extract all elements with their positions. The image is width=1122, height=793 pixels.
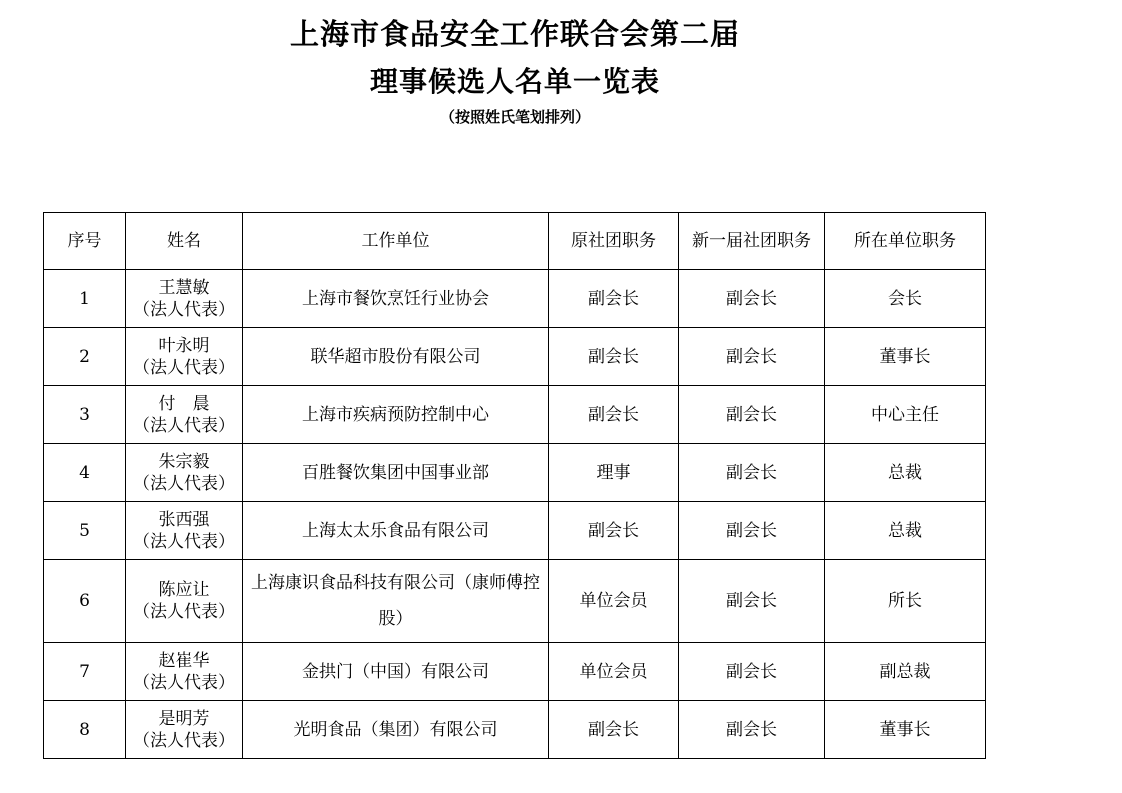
cell-no: 2 (44, 328, 126, 386)
cell-name (126, 270, 243, 328)
cell-no: 6 (44, 560, 126, 643)
person-name: 陈应让 (158, 580, 210, 600)
cell-unit: 金拱门（中国）有限公司 (243, 643, 549, 701)
cell-old-post: 副会长 (549, 270, 679, 328)
person-name: 赵崔华 (158, 650, 210, 671)
cell-new-post: 副会长 (679, 701, 825, 759)
cell-new-post: 副会长 (679, 386, 825, 444)
column-header-old-post: 原社团职务 (549, 213, 679, 270)
cell-old-post: 副会长 (549, 328, 679, 386)
document-subtitle-title: 理事候选人名单一览表 (369, 65, 660, 98)
cell-unit: 上海市餐饮烹饪行业协会 (243, 270, 549, 328)
role-note: （法人代表） (133, 602, 235, 622)
cell-new-post: 副会长 (679, 502, 825, 560)
cell-unit-post: 副总裁 (825, 643, 986, 701)
cell-unit: 百胜餐饮集团中国事业部 (243, 444, 549, 502)
cell-new-post: 副会长 (679, 270, 825, 328)
cell-old-post: 单位会员 (549, 643, 679, 701)
person-name: 付 晨 (158, 393, 210, 414)
column-header-no: 序号 (44, 213, 126, 270)
column-header-unit-post: 所在单位职务 (825, 213, 986, 270)
cell-unit-post: 总裁 (825, 502, 986, 560)
role-note: （法人代表） (133, 473, 235, 494)
cell-name (126, 560, 243, 643)
cell-new-post: 副会长 (679, 560, 825, 643)
cell-no: 4 (44, 444, 126, 502)
cell-old-post: 副会长 (549, 386, 679, 444)
cell-name (126, 502, 243, 560)
cell-unit-post: 董事长 (825, 701, 986, 759)
table-row (44, 386, 986, 444)
cell-name (126, 701, 243, 759)
sorting-note: （按照姓氏笔划排列） (439, 108, 590, 126)
table-row (44, 701, 986, 759)
table-header-row (44, 213, 986, 270)
person-name: 叶永明 (158, 335, 210, 356)
role-note: （法人代表） (133, 672, 235, 693)
cell-unit: 上海市疾病预防控制中心 (243, 386, 549, 444)
column-header-new-post: 新一届社团职务 (679, 213, 825, 270)
cell-unit-post: 董事长 (825, 328, 986, 386)
role-note: （法人代表） (133, 415, 235, 436)
role-note: （法人代表） (133, 730, 235, 751)
cell-new-post: 副会长 (679, 444, 825, 502)
cell-unit-post: 会长 (825, 270, 986, 328)
cell-unit: 上海太太乐食品有限公司 (243, 502, 549, 560)
cell-new-post: 副会长 (679, 328, 825, 386)
cell-old-post: 理事 (549, 444, 679, 502)
person-name: 张西强 (158, 509, 210, 530)
cell-old-post: 副会长 (549, 502, 679, 560)
cell-no: 1 (44, 270, 126, 328)
cell-unit: 光明食品（集团）有限公司 (243, 701, 549, 759)
column-header-unit: 工作单位 (243, 213, 549, 270)
cell-unit-post: 中心主任 (825, 386, 986, 444)
cell-old-post: 单位会员 (549, 560, 679, 643)
role-note: （法人代表） (133, 357, 235, 378)
person-name: 王慧敏 (158, 277, 210, 298)
cell-unit-post: 所长 (825, 560, 986, 643)
candidate-table (43, 212, 986, 759)
cell-name (126, 386, 243, 444)
cell-no: 5 (44, 502, 126, 560)
cell-no: 3 (44, 386, 126, 444)
cell-unit: 上海康识食品科技有限公司（康师傅控股） (243, 560, 549, 643)
table-row (44, 328, 986, 386)
cell-no: 8 (44, 701, 126, 759)
table-row (44, 502, 986, 560)
cell-unit-post: 总裁 (825, 444, 986, 502)
cell-old-post: 副会长 (549, 701, 679, 759)
cell-new-post: 副会长 (679, 643, 825, 701)
cell-name (126, 444, 243, 502)
table-row (44, 560, 986, 643)
document-title: 上海市食品安全工作联合会第二届 (289, 17, 740, 51)
role-note: （法人代表） (133, 299, 235, 320)
cell-name (126, 643, 243, 701)
table-row (44, 270, 986, 328)
person-name: 朱宗毅 (158, 451, 210, 472)
cell-no: 7 (44, 643, 126, 701)
column-header-name: 姓名 (126, 213, 243, 270)
table-row (44, 643, 986, 701)
role-note: （法人代表） (133, 531, 235, 552)
person-name: 是明芳 (158, 708, 210, 729)
cell-name (126, 328, 243, 386)
cell-unit: 联华超市股份有限公司 (243, 328, 549, 386)
table-row (44, 444, 986, 502)
